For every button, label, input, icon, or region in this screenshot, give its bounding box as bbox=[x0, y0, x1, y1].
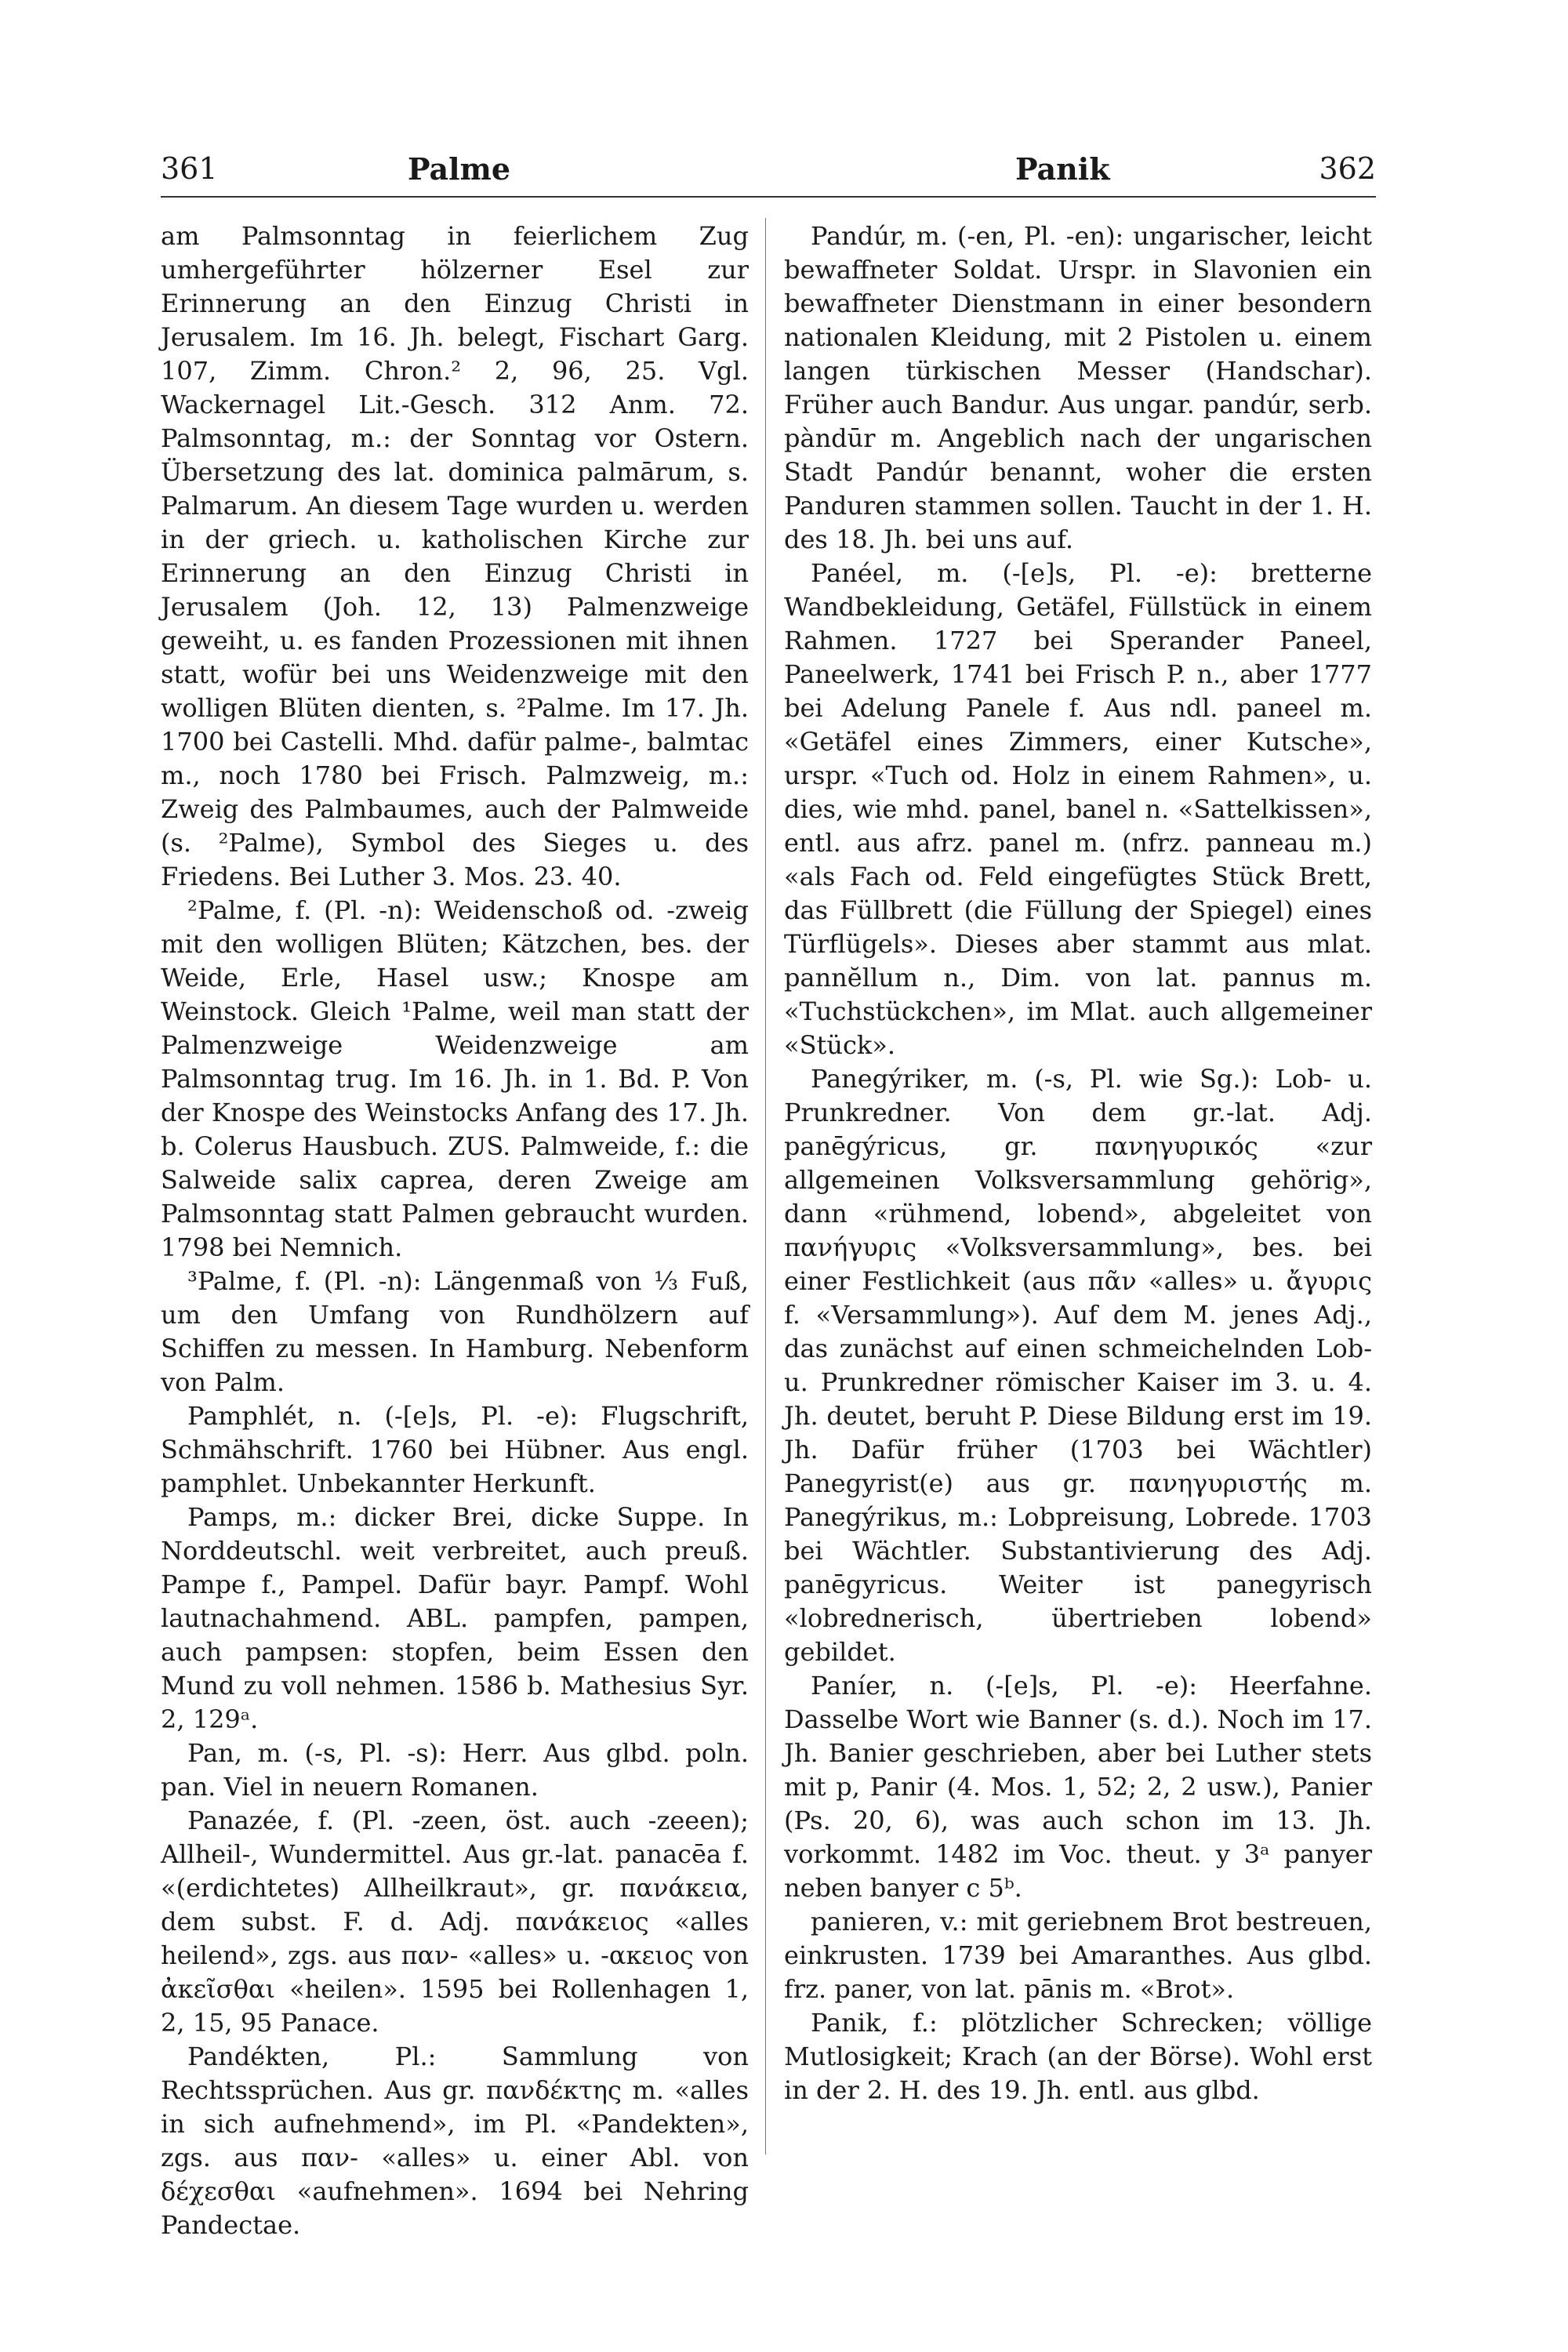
dictionary-entry: am Palmsonntag in feierlichem Zug umhergeführter hölzerner Esel zur Erinnerung an den Einzug Christi in Jerusalem. Im 16. Jh. belegt, Fischart Garg. 107, Zimm. Chron.² 2, 96, 25. Vgl. Wackernagel Lit.-Gesch. 312 Anm. 72. Palmsonntag, m.: der Sonntag vor Ostern. Übersetzung des lat. dominica palmārum, s. Palmarum. An diesem Tage wurden u. werden in der griech. u. katholischen Kirche zur Erinnerung an den Einzug Christi in Jerusalem (Joh. 12, 13) Palmenzweige geweiht, u. es fanden Prozessionen mit ihnen statt, wofür bei uns Weidenzweige mit den wolligen Blüten dienten, s. ²Palme. Im 17. Jh. 1700 bei Castelli. Mhd. dafür palme-, balmtac m., noch 1780 bei Frisch. Palmzweig, m.: Zweig des Palmbaumes, auch der Palmweide (s. ²Palme), Symbol des Sieges u. des Friedens. Bei Luther 3. Mos. 23. 40. bbox=[161, 221, 749, 891]
dictionary-entry: Panegýriker, m. (-s, Pl. wie Sg.): Lob- u. Prunkredner. Von dem gr.-lat. Adj. panēgýricus, gr. πανηγυρικός «zur allgemeinen Volksversammlung gehörig», dann «rühmend, lobend», abgeleitet von πανήγυρις «Volksversammlung», bes. bei einer Festlichkeit (aus πᾶν «alles» u. ἄγυρις f. «Versammlung»). Auf dem M. jenes Adj., das zunächst auf einen schmeichelnden Lob- u. Prunkredner römischer Kaiser im 3. u. 4. Jh. deutet, beruht P. Diese Bildung erst im 19. Jh. Dafür früher (1703 bei Wächtler) Panegyrist(e) aus gr. πανηγυριστής m. Panegýrikus, m.: Lobpreisung, Lobrede. 1703 bei Wächtler. Substantivierung des Adj. panēgyricus. Weiter ist panegyrisch «lobrednerisch, übertrieben lobend» gebildet. bbox=[784, 1064, 1372, 1667]
dictionary-entry: Pandékten, Pl.: Sammlung von Rechtssprüchen. Aus gr. πανδέκτης m. «alles in sich aufnehmend», im Pl. «Pandekten», zgs. aus παν- «alles» u. einer Abl. von δέχεσθαι «aufnehmen». 1694 bei Nehring Pandectae. bbox=[161, 2042, 749, 2240]
header-rule bbox=[161, 196, 1376, 198]
right-column bbox=[784, 220, 1372, 2107]
dictionary-entry: Panazée, f. (Pl. -zeen, öst. auch -zeeen); Allheil-, Wundermittel. Aus gr.-lat. panacēa f. «(erdichtetes) Allheilkraut», gr. πανάκεια, dem subst. F. d. Adj. πανάκειος «alles heilend», zgs. aus παν- «alles» u. -ακειος von ἀκεῖσθαι «heilen». 1595 bei Rollenhagen 1, 2, 15, 95 Panace. bbox=[161, 1806, 749, 2038]
dictionary-entry: Pamphlét, n. (-[e]s, Pl. -e): Flugschrift, Schmähschrift. 1760 bei Hübner. Aus engl. pamphlet. Unbekannter Herkunft. bbox=[161, 1401, 749, 1498]
dictionary-entry: Panik, f.: plötzlicher Schrecken; völlige Mutlosigkeit; Krach (an der Börse). Wohl erst in der 2. H. des 19. Jh. entl. aus glbd. bbox=[784, 2008, 1372, 2105]
column-separator bbox=[765, 218, 766, 2154]
page-number-right: 362 bbox=[1319, 151, 1376, 186]
header-headword-right: Panik bbox=[1015, 151, 1110, 187]
page-number-left: 361 bbox=[161, 151, 218, 186]
dictionary-entry: Paníer, n. (-[e]s, Pl. -e): Heerfahne. Dasselbe Wort wie Banner (s. d.). Noch im 17. Jh. Banier geschrieben, aber bei Luther stets mit p, Panir (4. Mos. 1, 52; 2, 2 usw.), Panier (Ps. 20, 6), was auch schon im 13. Jh. vorkommt. 1482 im Voc. theut. y 3ᵃ panyer neben banyer c 5ᵇ. bbox=[784, 1671, 1372, 1903]
dictionary-entry: ²Palme, f. (Pl. -n): Weidenschoß od. -zweig mit den wolligen Blüten; Kätzchen, bes. der Weide, Erle, Hasel usw.; Knospe am Weinstock. Gleich ¹Palme, weil man statt der Palmenzweige Weidenzweige am Palmsonntag trug. Im 16. Jh. in 1. Bd. P. Von der Knospe des Weinstocks Anfang des 17. Jh. b. Colerus Hausbuch. ZUS. Palmweide, f.: die Salweide salix caprea, deren Zweige am Palmsonntag statt Palmen gebraucht wurden. 1798 bei Nemnich. bbox=[161, 895, 749, 1262]
dictionary-entry: ³Palme, f. (Pl. -n): Längenmaß von ⅓ Fuß, um den Umfang von Rundhölzern auf Schiffen zu messen. In Hamburg. Nebenform von Palm. bbox=[161, 1266, 749, 1397]
header-headword-left: Palme bbox=[408, 151, 510, 187]
dictionary-entry: Panéel, m. (-[e]s, Pl. -e): bretterne Wandbekleidung, Getäfel, Füllstück in einem Rahmen. 1727 bei Sperander Paneel, Paneelwerk, 1741 bei Frisch P. n., aber 1777 bei Adelung Panele f. Aus ndl. paneel m. «Getäfel eines Zimmers, einer Kutsche», urspr. «Tuch od. Holz in einem Rahmen», u. dies, wie mhd. panel, banel n. «Sattelkissen», entl. aus afrz. panel m. (nfrz. panneau m.) «als Fach od. Feld eingefügtes Stück Brett, das Füllbrett (die Füllung der Spiegel) eines Türflügels». Dieses aber stammt aus mlat. pannĕllum n., Dim. von lat. pannus m. «Tuchstückchen», im Mlat. auch allgemeiner «Stück». bbox=[784, 558, 1372, 1060]
running-header bbox=[161, 151, 1376, 192]
dictionary-entry: Pamps, m.: dicker Brei, dicke Suppe. In Norddeutschl. weit verbreitet, auch preuß. Pampe f., Pampel. Dafür bayr. Pampf. Wohl lautnachahmend. ABL. pampfen, pampen, auch pampsen: stopfen, beim Essen den Mund zu voll nehmen. 1586 b. Mathesius Syr. 2, 129ᵃ. bbox=[161, 1502, 749, 1734]
dictionary-entry: Pan, m. (-s, Pl. -s): Herr. Aus glbd. poln. pan. Viel in neuern Romanen. bbox=[161, 1738, 749, 1802]
left-column bbox=[161, 220, 749, 2242]
dictionary-entry: panieren, v.: mit geriebnem Brot bestreuen, einkrusten. 1739 bei Amaranthes. Aus glbd. frz. paner, von lat. pānis m. «Brot». bbox=[784, 1907, 1372, 2004]
dictionary-entry: Pandúr, m. (-en, Pl. -en): ungarischer, leicht bewaffneter Soldat. Urspr. in Slavonien ein bewaffneter Dienstmann in einer besondern nationalen Kleidung, mit 2 Pistolen u. einem langen türkischen Messer (Handschar). Früher auch Bandur. Aus ungar. pandúr, serb. pàndūr m. Angeblich nach der ungarischen Stadt Pandúr benannt, woher die ersten Panduren stammen sollen. Taucht in der 1. H. des 18. Jh. bei uns auf. bbox=[784, 221, 1372, 554]
